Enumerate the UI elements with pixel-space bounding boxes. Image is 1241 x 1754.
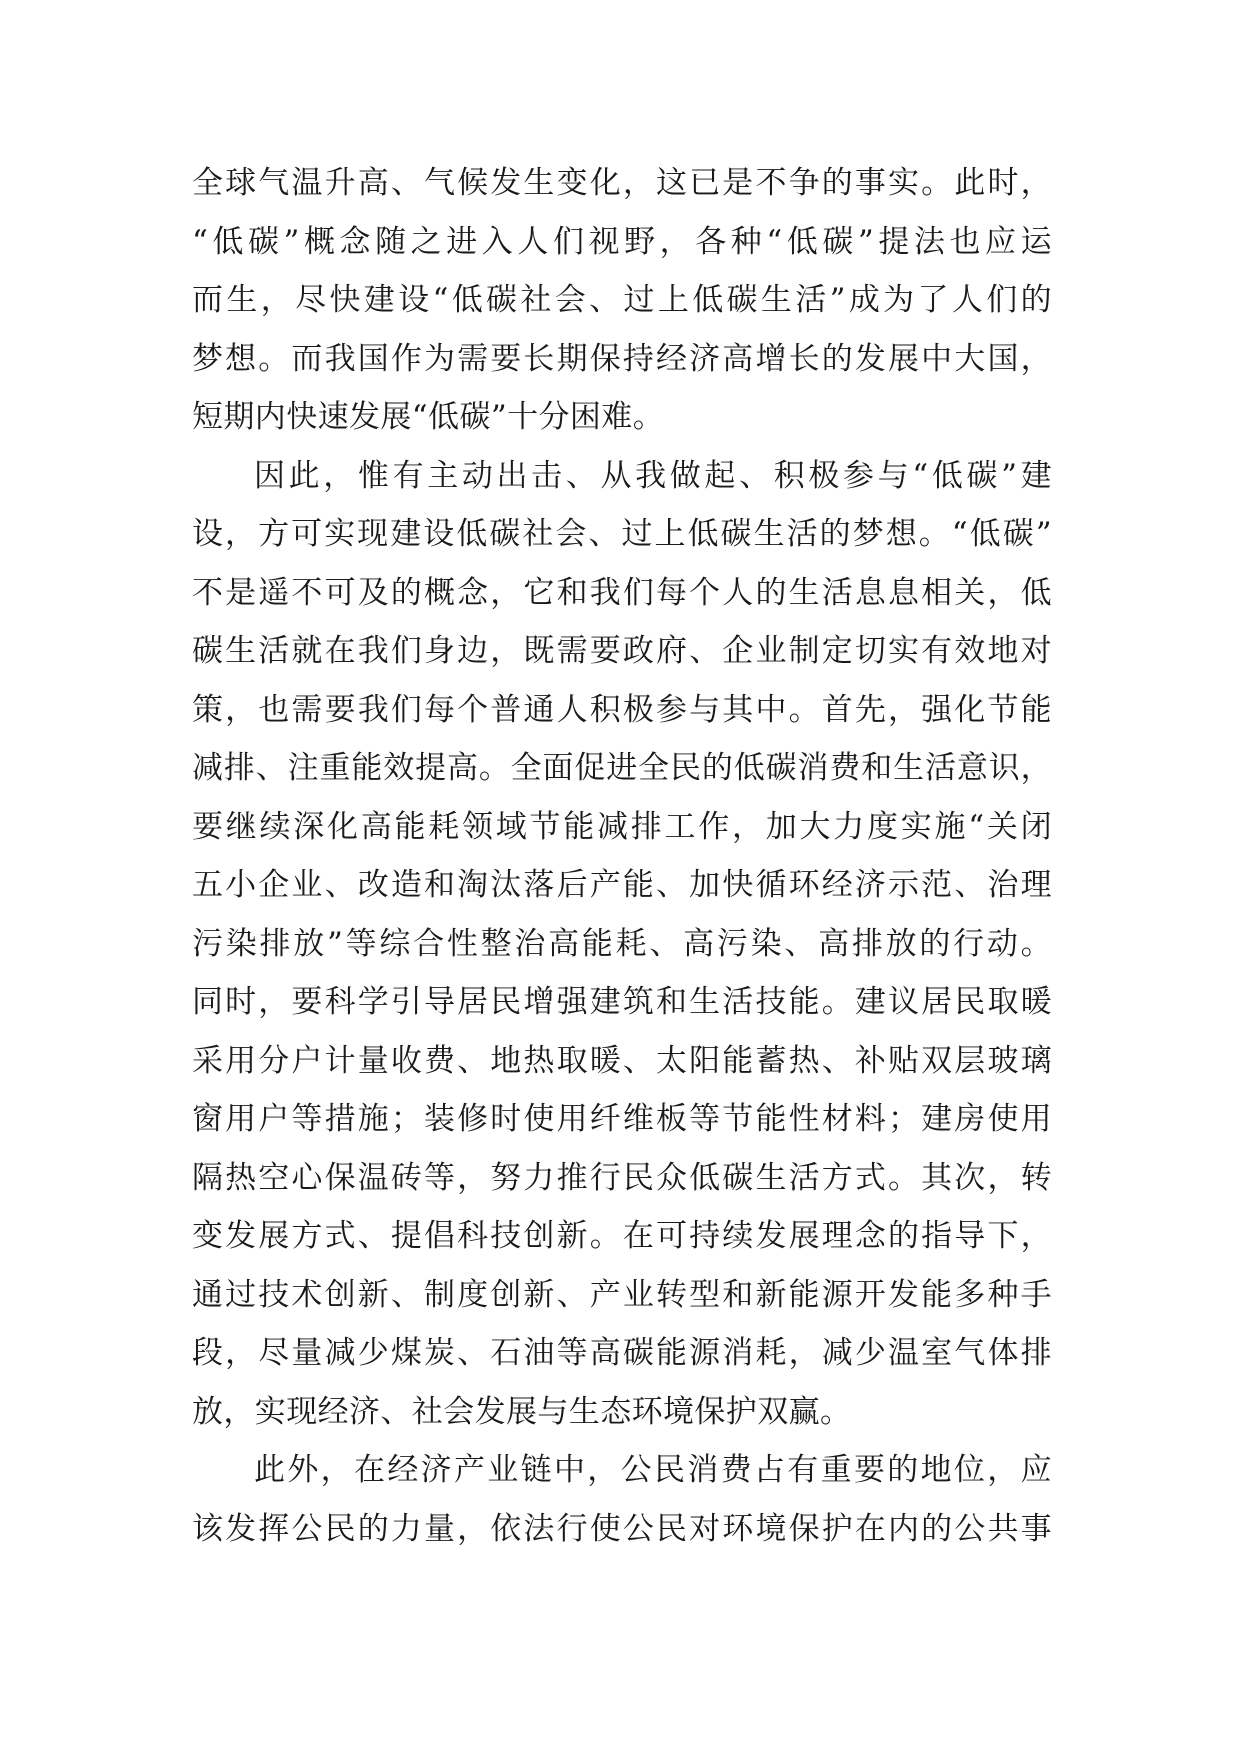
text-line: 通过技术创新、制度创新、产业转型和新能源开发能多种手 (192, 1276, 1052, 1313)
text-line: 短期内快速发展“低碳”十分困难。 (192, 399, 665, 435)
text-line: 污染排放”等综合性整治高能耗、高污染、高排放的行动。 (192, 925, 1052, 962)
text-line: 而生，尽快建设“低碳社会、过上低碳生活”成为了人们的 (192, 282, 1052, 318)
text-line: 碳生活就在我们身边，既需要政府、企业制定切实有效地对 (192, 633, 1052, 669)
paragraph-3 (192, 1441, 1052, 1558)
text-line: 因此，惟有主动出击、从我做起、积极参与“低碳”建 (254, 457, 1052, 494)
text-line: 要继续深化高能耗领域节能减排工作，加大力度实施“关闭 (192, 808, 1052, 845)
text-line: 减排、注重能效提高。全面促进全民的低碳消费和生活意识， (192, 750, 1052, 786)
text-line: 策，也需要我们每个普通人积极参与其中。首先，强化节能 (192, 691, 1052, 728)
text-line: 段，尽量减少煤炭、石油等高碳能源消耗，减少温室气体排 (192, 1335, 1052, 1371)
text-line: 梦想。而我国作为需要长期保持经济高增长的发展中大国， (192, 340, 1052, 377)
text-line: 采用分户计量收费、地热取暖、太阳能蓄热、补贴双层玻璃 (192, 1042, 1052, 1079)
text-line: 此外，在经济产业链中，公民消费占有重要的地位，应 (254, 1452, 1052, 1488)
text-line: 窗用户等措施；装修时使用纤维板等节能性材料；建房使用 (192, 1101, 1052, 1137)
text-line: “低碳”概念随之进入人们视野，各种“低碳”提法也应运 (192, 223, 1052, 260)
text-line: 设，方可实现建设低碳社会、过上低碳生活的梦想。“低碳” (192, 516, 1052, 552)
text-line: 全球气温升高、气候发生变化，这已是不争的事实。此时， (192, 165, 1052, 201)
paragraph-1 (192, 154, 1052, 447)
paragraph-2 (192, 447, 1052, 1442)
text-line: 变发展方式、提倡科技创新。在可持续发展理念的指导下， (192, 1218, 1052, 1254)
text-line: 隔热空心保温砖等，努力推行民众低碳生活方式。其次，转 (192, 1159, 1052, 1196)
text-line: 五小企业、改造和淘汰落后产能、加快循环经济示范、治理 (192, 867, 1052, 903)
document-body (192, 154, 1052, 1558)
text-line: 放，实现经济、社会发展与生态环境保护双赢。 (192, 1393, 852, 1430)
text-line: 不是遥不可及的概念，它和我们每个人的生活息息相关，低 (192, 574, 1052, 611)
text-line: 同时，要科学引导居民增强建筑和生活技能。建议居民取暖 (192, 984, 1052, 1020)
text-line: 该发挥公民的力量，依法行使公民对环境保护在内的公共事 (192, 1510, 1052, 1547)
